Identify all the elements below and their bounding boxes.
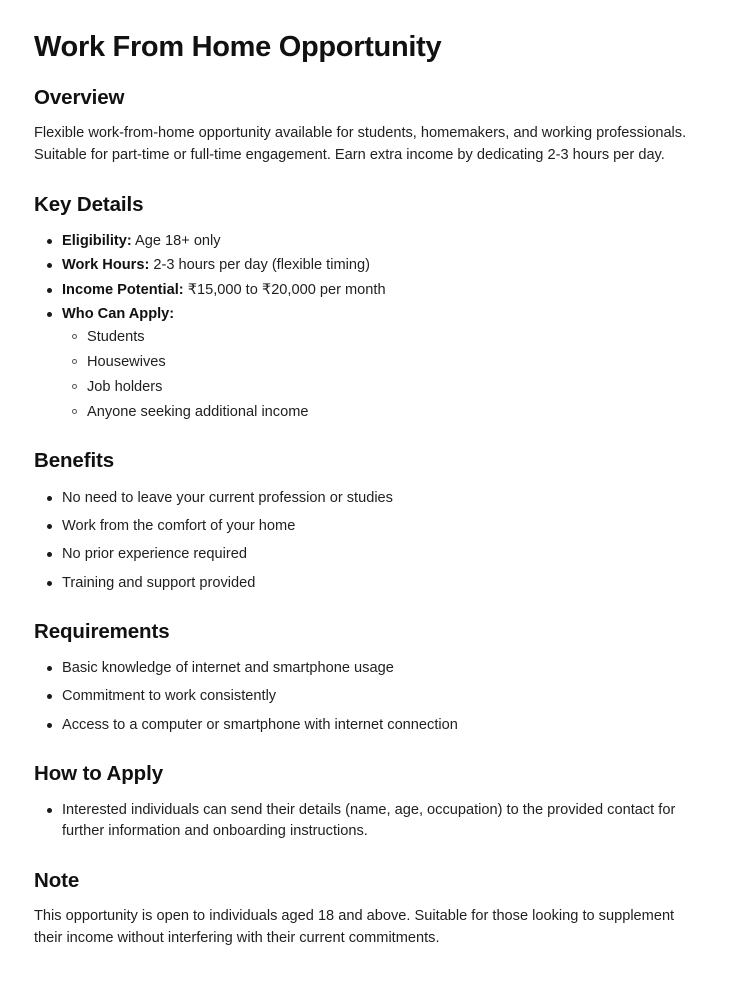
how-to-apply-list: [34, 800, 695, 842]
who-can-apply-list: [62, 327, 695, 424]
section-heading-how-to-apply: How to Apply: [34, 761, 163, 785]
key-detail-value: 2-3 hours per day (flexible timing): [153, 257, 370, 274]
section-key-details: [34, 193, 695, 424]
list-item: Interested individuals can send their details (name, age, occupation) to the provided contact for further information and onboarding instructions.: [34, 800, 695, 842]
list-item: Basic knowledge of internet and smartphone usage: [34, 658, 695, 679]
section-heading-overview: Overview: [34, 86, 125, 110]
list-item: Access to a computer or smartphone with internet connection: [34, 715, 695, 736]
section-heading-requirements: Requirements: [34, 619, 170, 643]
section-heading-benefits: Benefits: [34, 449, 115, 473]
benefits-list: [34, 488, 695, 594]
section-heading-note: Note: [34, 868, 80, 892]
key-detail-label: Eligibility:: [62, 233, 132, 250]
list-item: Commitment to work consistently: [34, 686, 695, 707]
list-item: No need to leave your current profession or studies: [34, 488, 695, 509]
section-requirements: [34, 620, 695, 736]
list-item: Housewives: [62, 352, 695, 373]
section-note: [34, 869, 695, 950]
key-details-list: [34, 231, 695, 423]
section-benefits: [34, 449, 695, 593]
requirements-list: [34, 658, 695, 735]
page-title: Work From Home Opportunity: [34, 31, 442, 63]
key-detail-label: Who Can Apply:: [62, 305, 175, 322]
list-item: Training and support provided: [34, 573, 695, 594]
list-item: [34, 304, 695, 424]
list-item: [34, 231, 695, 252]
list-item: Work from the comfort of your home: [34, 516, 695, 537]
list-item: Anyone seeking additional income: [62, 402, 695, 423]
key-detail-value: Age 18+ only: [134, 233, 221, 250]
list-item: Students: [62, 327, 695, 348]
section-how-to-apply: [34, 762, 695, 843]
key-detail-label: Work Hours:: [62, 257, 150, 274]
overview-paragraph: Flexible work-from-home opportunity available for students, homemakers, and working professionals. Suitable for part-time or full-time engagement. Earn extra income by dedicating 2-3 hours per day.: [34, 124, 687, 163]
list-item: No prior experience required: [34, 544, 695, 565]
list-item: Job holders: [62, 377, 695, 398]
list-item: [34, 255, 695, 276]
key-detail-value: ₹15,000 to ₹20,000 per month: [187, 281, 386, 298]
list-item: [34, 280, 695, 301]
key-detail-label: Income Potential:: [62, 281, 184, 298]
section-overview: [34, 86, 695, 166]
note-paragraph: This opportunity is open to individuals aged 18 and above. Suitable for those looking to supplement their income without interfering with their current commitments.: [34, 908, 675, 947]
section-heading-key-details: Key Details: [34, 192, 144, 216]
